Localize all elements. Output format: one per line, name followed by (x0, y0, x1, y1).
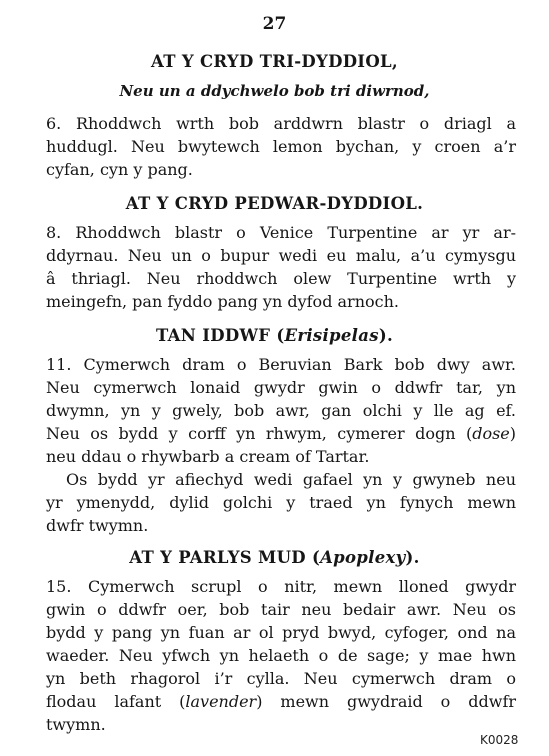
line-text: flodau lafant (46, 692, 162, 711)
line-text: Neu os bydd y corff yn rhwym, cymerer dogn (46, 424, 456, 443)
paragraph-line: dwymn, yn y gwely, bob awr, gan olchi y lle ag ef. (46, 401, 516, 420)
paragraph-line: Neu cymerwch lonaid gwydr gwin o ddwfr tar, yn (46, 378, 516, 397)
paragraph-line: dwfr twymn. (46, 516, 149, 535)
paragraph-line: meingefn, pan fyddo pang yn dyfod arnoch. (46, 292, 399, 311)
paragraph-line: 8. Rhoddwch blastr o Venice Turpentine ar yr ar- (46, 223, 516, 242)
paragraph-line: â thriagl. Neu rhoddwch olew Turpentine wrth y (46, 269, 516, 288)
paragraph-line: ddyrnau. Neu un o bupur wedi eu malu, a’u cymysgu (46, 246, 516, 265)
paragraph-line: Os bydd yr afiechyd wedi gafael yn y gwyneb neu (66, 470, 516, 489)
heading-cryd-tri-dyddiol: AT Y CRYD TRI-DYDDIOL, (151, 52, 398, 71)
paragraph-line: yn beth rhagorol i’r cylla. Neu cymerwch dram o (46, 669, 516, 688)
paragraph-line: neu ddau o rhywbarb a cream of Tartar. (46, 447, 370, 466)
heading-cryd-pedwar-dyddiol: AT Y CRYD PEDWAR-DYDDIOL. (125, 194, 424, 213)
paragraph-line: bydd y pang yn fuan ar ol pryd bwyd, cyfoger, ond na (46, 623, 516, 642)
catalog-code: K0028 (480, 733, 519, 747)
heading-text: TAN IDDWF (156, 326, 271, 345)
paragraph-line: cyfan, cyn y pang. (46, 160, 193, 179)
paragraph-line: Neu os bydd y corff yn rhwym, cymerer dogn (dose) (46, 424, 517, 443)
heading-tan-iddwf: TAN IDDWF (Erisipelas). (156, 326, 393, 345)
heading-parlys-mud: AT Y PARLYS MUD (Apoplexy). (129, 548, 420, 567)
subheading-cryd-tri-dyddiol: Neu un a ddychwelo bob tri diwrnod, (119, 82, 430, 100)
lavender-word: lavender (185, 692, 257, 711)
page-number: 27 (262, 14, 287, 34)
heading-latin-name: Erisipelas (284, 326, 379, 345)
dose-word: dose (472, 424, 510, 443)
paragraph-line: gwin o ddwfr oer, bob tair neu bedair awr. Neu os (46, 600, 516, 619)
heading-text: AT Y PARLYS MUD (129, 548, 306, 567)
paragraph-line: yr ymenydd, dylid golchi y traed yn fynych mewn (46, 493, 516, 512)
line-text: mewn gwydraid o ddwfr (280, 692, 517, 711)
paragraph-line: 15. Cymerwch scrupl o nitr, mewn lloned gwydr (46, 577, 516, 596)
paragraph-line: flodau lafant (lavender) mewn gwydraid o ddwfr (46, 692, 517, 711)
paragraph-line: waeder. Neu yfwch yn helaeth o de sage; y mae hwn (46, 646, 516, 665)
paragraph-line: twymn. (46, 715, 106, 734)
paragraph-line: 11. Cymerwch dram o Beruvian Bark bob dwy awr. (46, 355, 516, 374)
paragraph-line: 6. Rhoddwch wrth bob arddwrn blastr o driagl a (46, 114, 516, 133)
heading-latin-name: Apoplexy (320, 548, 406, 567)
paragraph-line: huddugl. Neu bwytewch lemon bychan, y croen a’r (46, 137, 516, 156)
